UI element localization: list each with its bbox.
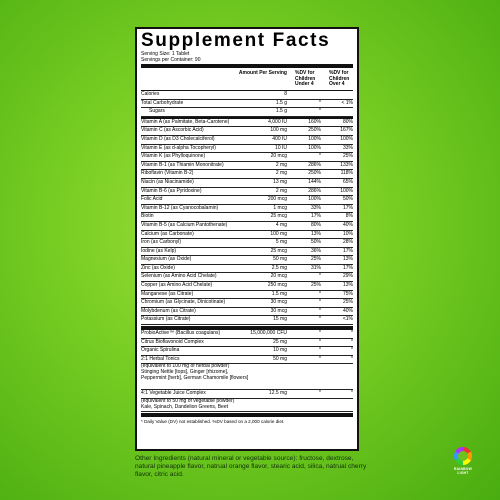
logo-text: RAINBOW LIGHT: [454, 467, 472, 475]
dv-over4: 25%: [342, 299, 353, 306]
nutrient-name: Magnesium (as Oxide): [141, 256, 192, 263]
dv-under4: 250%: [308, 170, 321, 177]
supplement-facts-panel: [135, 27, 359, 451]
nutrient-name: Vitamin B-6 (as Pyridoxine): [141, 187, 202, 194]
nutrient-name: Niacin (as Niacinamide): [141, 178, 194, 185]
dv-under4: 250%: [308, 127, 321, 134]
dv-over4: 133%: [340, 161, 353, 168]
brand-logo: [450, 447, 476, 481]
amount: 2 mg: [275, 187, 287, 194]
amount: 13 mg: [273, 178, 287, 185]
table-row: [141, 91, 353, 100]
dv-over4: 28%: [342, 239, 353, 246]
dv-under4: 17%: [310, 213, 321, 220]
dv-under4: 25%: [310, 256, 321, 263]
amount: 30 mcg: [270, 299, 287, 306]
nutrient-name: Vitamin C (as Ascorbic Acid): [141, 127, 204, 134]
dv-under4: 144%: [308, 178, 321, 185]
table-row: [141, 273, 353, 282]
header-dv-over4: %DV for Children Over 4: [329, 70, 350, 87]
dv-over4: *: [351, 347, 353, 354]
nutrient-name: Citrus Bioflavonoid Complex: [141, 338, 204, 345]
table-row: [141, 339, 353, 348]
dv-under4: *: [319, 153, 321, 160]
amount: 1.5 g: [275, 108, 287, 115]
footnote: * Daily Value (DV) not established. %DV based on a 2,000 calorie diet.: [141, 419, 285, 424]
juice-detail: (equivalent to 50 mg of vegetable powder) Kale, Spinach, Dandelion Greens, Beet: [141, 399, 235, 410]
rows-top: [141, 91, 353, 117]
amount: 15,000,000 CFU: [250, 330, 287, 337]
dv-over4: 10%: [342, 230, 353, 237]
dv-under4: *: [319, 290, 321, 297]
dv-over4: *: [351, 330, 353, 337]
table-row: [141, 100, 353, 109]
table-row: [141, 136, 353, 145]
dv-under4: 286%: [308, 187, 321, 194]
table-row: [141, 179, 353, 188]
table-row: [141, 356, 353, 365]
table-row: [141, 308, 353, 317]
servings-per-container: Servings per Container: 90: [141, 57, 201, 63]
amount: 2 mg: [275, 161, 287, 168]
dv-under4: 50%: [310, 239, 321, 246]
amount: 400 IU: [272, 135, 287, 142]
table-row: [141, 399, 353, 412]
amount: 4 mg: [275, 221, 287, 228]
dv-under4: 100%: [308, 196, 321, 203]
dv-under4: *: [319, 307, 321, 314]
nutrient-name: Vitamin B-12 (as Cyanocobalamin): [141, 204, 219, 211]
table-row: [141, 127, 353, 136]
nutrient-name: Vitamin D (as D3 Cholecalciferol): [141, 135, 215, 142]
nutrient-name: Zinc (as Oxide): [141, 264, 175, 271]
nutrient-name: Vitamin A (as Palmitate, Beta-Carotene): [141, 118, 230, 125]
other-ingredients: Other Ingredients (natural mineral or vegetable source): fructose, dextrose, natural pineapple flavor, natrual orange flavor, stearic acid, silica, natrual cherry flavor, citric acid.: [135, 455, 367, 479]
dv-over4: 25%: [342, 153, 353, 160]
table-row: [141, 213, 353, 222]
nutrient-name: Calcium (as Carbonate): [141, 230, 194, 237]
nutrient-name: Iodine (as Kelp): [141, 247, 177, 254]
dv-over4: <1%: [342, 316, 353, 323]
amount: 20 mcg: [270, 273, 287, 280]
dv-over4: 100%: [340, 135, 353, 142]
nutrient-name: Total Carbohydrate: [141, 99, 184, 106]
nutrient-name: Vitamin E (as d-alpha Tocopheryl): [141, 144, 216, 151]
dv-under4: *: [319, 347, 321, 354]
dv-under4: *: [319, 99, 321, 106]
column-headers: [141, 68, 353, 91]
nutrient-name: Manganese (as Citrate): [141, 290, 194, 297]
dv-under4: 160%: [308, 118, 321, 125]
amount: 5 mg: [275, 239, 287, 246]
table-row: [141, 108, 353, 117]
dv-over4: 17%: [342, 247, 353, 254]
amount: 200 mcg: [267, 196, 287, 203]
amount: 2 mg: [275, 170, 287, 177]
dv-over4: 33%: [342, 144, 353, 151]
table-row: [141, 256, 353, 265]
dv-under4: *: [319, 273, 321, 280]
dv-under4: 31%: [310, 264, 321, 271]
amount: 1.5 mg: [271, 290, 287, 297]
panel-title: Supplement Facts: [141, 30, 331, 51]
nutrient-name: Chromium (as Glycinate, Dinicotinate): [141, 299, 226, 306]
table-row: [141, 330, 353, 339]
table-row: [141, 196, 353, 205]
rows-vitamins: [141, 119, 353, 325]
table-row: [141, 364, 353, 390]
table-row: [141, 162, 353, 171]
header-dv-under4: %DV for Children Under 4: [295, 70, 316, 87]
divider: [141, 413, 353, 417]
table-row: [141, 316, 353, 325]
dv-over4: 80%: [342, 118, 353, 125]
dv-under4: 13%: [310, 230, 321, 237]
dv-under4: 100%: [308, 144, 321, 151]
table-row: [141, 153, 353, 162]
dv-over4: 17%: [342, 264, 353, 271]
table-row: [141, 347, 353, 356]
dv-over4: 17%: [342, 204, 353, 211]
table-row: [141, 265, 353, 274]
header-amount: Amount Per Serving: [238, 70, 287, 76]
dv-over4: 50%: [342, 196, 353, 203]
nutrient-name: Vitamin B-5 (as Calcium Pantothenate): [141, 221, 228, 228]
table-row: [141, 119, 353, 128]
table-row: [141, 231, 353, 240]
table-row: [141, 299, 353, 308]
table-row: [141, 291, 353, 300]
dv-over4: 65%: [342, 178, 353, 185]
dv-over4: 13%: [342, 282, 353, 289]
amount: 8: [284, 91, 287, 97]
amount: 25 mcg: [270, 247, 287, 254]
amount: 20 mcg: [270, 153, 287, 160]
nutrient-name: Riboflavin (Vitamin B-2): [141, 170, 194, 177]
dv-over4: 13%: [342, 256, 353, 263]
dv-under4: 100%: [308, 135, 321, 142]
dv-over4: 40%: [342, 307, 353, 314]
amount: 100 mg: [270, 230, 287, 237]
dv-over4: 40%: [342, 221, 353, 228]
nutrient-name: Potassium (as Citrate): [141, 316, 191, 323]
rows-blend: [141, 330, 353, 364]
nutrient-name: Biotin: [141, 213, 154, 220]
table-row: [141, 248, 353, 257]
table-row: [141, 170, 353, 179]
amount: 10 mg: [273, 347, 287, 354]
table-row: 4:1 Vegetable Juice Complex 12.5 mg * *: [141, 390, 353, 399]
dv-under4: *: [319, 316, 321, 323]
amount: 25 mcg: [270, 213, 287, 220]
table-row: [141, 205, 353, 214]
dv-under4: 36%: [310, 247, 321, 254]
herbal-detail: (equivalent to 100 mg of herbal powder) Stinging Nettle [tops], Ginger [rhizome], Peppermint [herb], German Chamomile [flowers]: [141, 364, 249, 381]
table-row: [141, 239, 353, 248]
amount: 4,000 IU: [268, 118, 287, 125]
dv-under4: 80%: [310, 221, 321, 228]
dv-over4: 118%: [340, 170, 353, 177]
nutrient-name: Molybdenum (as Citrate): [141, 307, 196, 314]
rainbow-ring-icon: [454, 447, 472, 465]
nutrient-name: Folic Acid: [141, 196, 163, 203]
dv-over4: < 1%: [341, 99, 353, 106]
nutrient-name: Selenium (as Amino Acid Chelate): [141, 273, 217, 280]
dv-over4: 75%: [342, 290, 353, 297]
dv-over4: 8%: [345, 213, 353, 220]
nutrient-name: Calories: [141, 91, 160, 97]
dv-under4: *: [319, 355, 321, 362]
table-row: [141, 282, 353, 291]
nutrient-name: Sugars: [149, 108, 165, 115]
nutrient-name: ProbioActive™ (Bacillus coagulans): [141, 330, 221, 337]
nutrient-name: Iron (as Carbonyl): [141, 239, 182, 246]
amount: 25 mg: [273, 338, 287, 345]
nutrient-name: Vitamin K (as Phylloquinone): [141, 153, 206, 160]
dv-over4: 29%: [342, 273, 353, 280]
nutrient-name: Organic Spirulina: [141, 347, 180, 354]
nutrient-name: 2:1 Herbal Tonics: [141, 355, 180, 362]
dv-over4: 167%: [340, 127, 353, 134]
nutrient-name: Copper (as Amino Acid Chelate): [141, 282, 213, 289]
dv-over4: *: [351, 355, 353, 362]
amount: 50 mg: [273, 256, 287, 263]
dv-under4: 33%: [310, 204, 321, 211]
table-row: [141, 222, 353, 231]
amount: 1.5 g: [275, 99, 287, 106]
dv-under4: 25%: [310, 282, 321, 289]
dv-under4: *: [319, 338, 321, 345]
dv-under4: *: [319, 330, 321, 337]
amount: 250 mcg: [267, 282, 287, 289]
amount: 2.5 mg: [271, 264, 287, 271]
table-row: [141, 188, 353, 197]
amount: 10 IU: [275, 144, 287, 151]
serving-size: Serving Size: 1 Tablet: [141, 51, 190, 57]
dv-under4: *: [319, 108, 321, 115]
dv-over4: *: [351, 338, 353, 345]
amount: 100 mg: [270, 127, 287, 134]
dv-over4: 100%: [340, 187, 353, 194]
table-row: [141, 145, 353, 154]
amount: 50 mg: [273, 355, 287, 362]
nutrient-name: Vitamin B-1 (as Thiamin Mononitrate): [141, 161, 224, 168]
amount: 1 mcg: [273, 204, 287, 211]
dv-under4: 286%: [308, 161, 321, 168]
amount: 30 mcg: [270, 307, 287, 314]
dv-under4: *: [319, 299, 321, 306]
amount: 15 mg: [273, 316, 287, 323]
